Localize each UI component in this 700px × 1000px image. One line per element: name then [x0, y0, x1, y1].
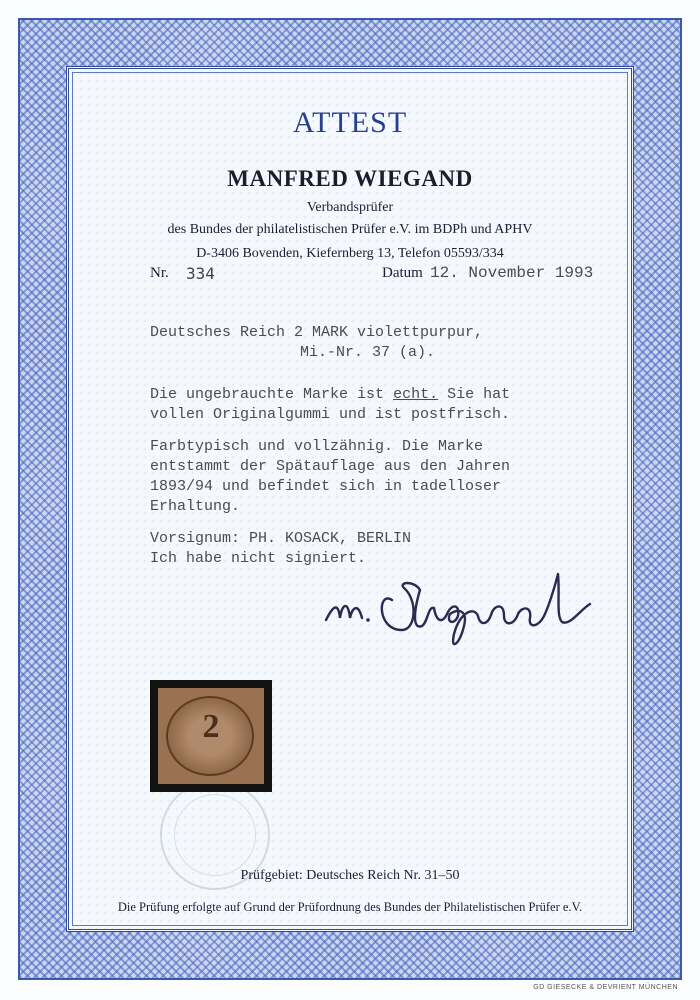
printer-mark: GD GIESECKE & DEVRIENT MÜNCHEN: [533, 984, 678, 991]
genuine-statement: [150, 386, 510, 403]
condition-line-2: entstammt der Spätauflage aus den Jahren: [150, 458, 511, 475]
genuine-text-a: Die ungebrauchte Marke ist: [150, 386, 385, 403]
not-signed-line: Ich habe nicht signiert.: [150, 550, 367, 567]
examiner-name: MANFRED WIEGAND: [227, 166, 473, 191]
date-value: 12. November 1993: [430, 264, 594, 282]
gum-statement: vollen Originalgummi und ist postfrisch.: [150, 406, 511, 423]
condition-line-1: Farbtypisch und vollzähnig. Die Marke: [150, 438, 484, 455]
examination-rules-note: Die Prüfung erfolgte auf Grund der Prüfordnung des Bundes der Philatelistischen Prüfer e.V.: [117, 900, 583, 914]
stamp-denomination: 2: [202, 708, 220, 745]
postage-stamp-image: [150, 680, 272, 792]
nr-value: 334: [186, 264, 215, 283]
certificate-title: ATTEST: [292, 106, 408, 139]
examiner-role: Verbandsprüfer: [306, 200, 394, 215]
genuine-text-b: Sie hat: [447, 386, 511, 403]
presignature-line: Vorsignum: PH. KOSACK, BERLIN: [150, 530, 412, 547]
address-line: D-3406 Bovenden, Kiefernberg 13, Telefon 05593/334: [196, 246, 504, 261]
condition-line-3: 1893/94 und befindet sich in tadelloser: [150, 478, 502, 495]
nr-label: Nr.: [150, 265, 169, 281]
condition-line-4: Erhaltung.: [150, 498, 241, 515]
date-label: Datum: [382, 265, 423, 281]
echt-word: echt.: [393, 386, 439, 403]
catalog-number: Mi.-Nr. 37 (a).: [300, 344, 436, 361]
examination-area: Prüfgebiet: Deutsches Reich Nr. 31–50: [240, 868, 460, 883]
handwritten-signature: [318, 560, 608, 660]
association-line: des Bundes der philatelistischen Prüfer e.V. im BDPh und APHV: [167, 222, 533, 237]
stamp-design: [158, 688, 264, 784]
stamp-description: Deutsches Reich 2 MARK violettpurpur,: [150, 324, 484, 341]
